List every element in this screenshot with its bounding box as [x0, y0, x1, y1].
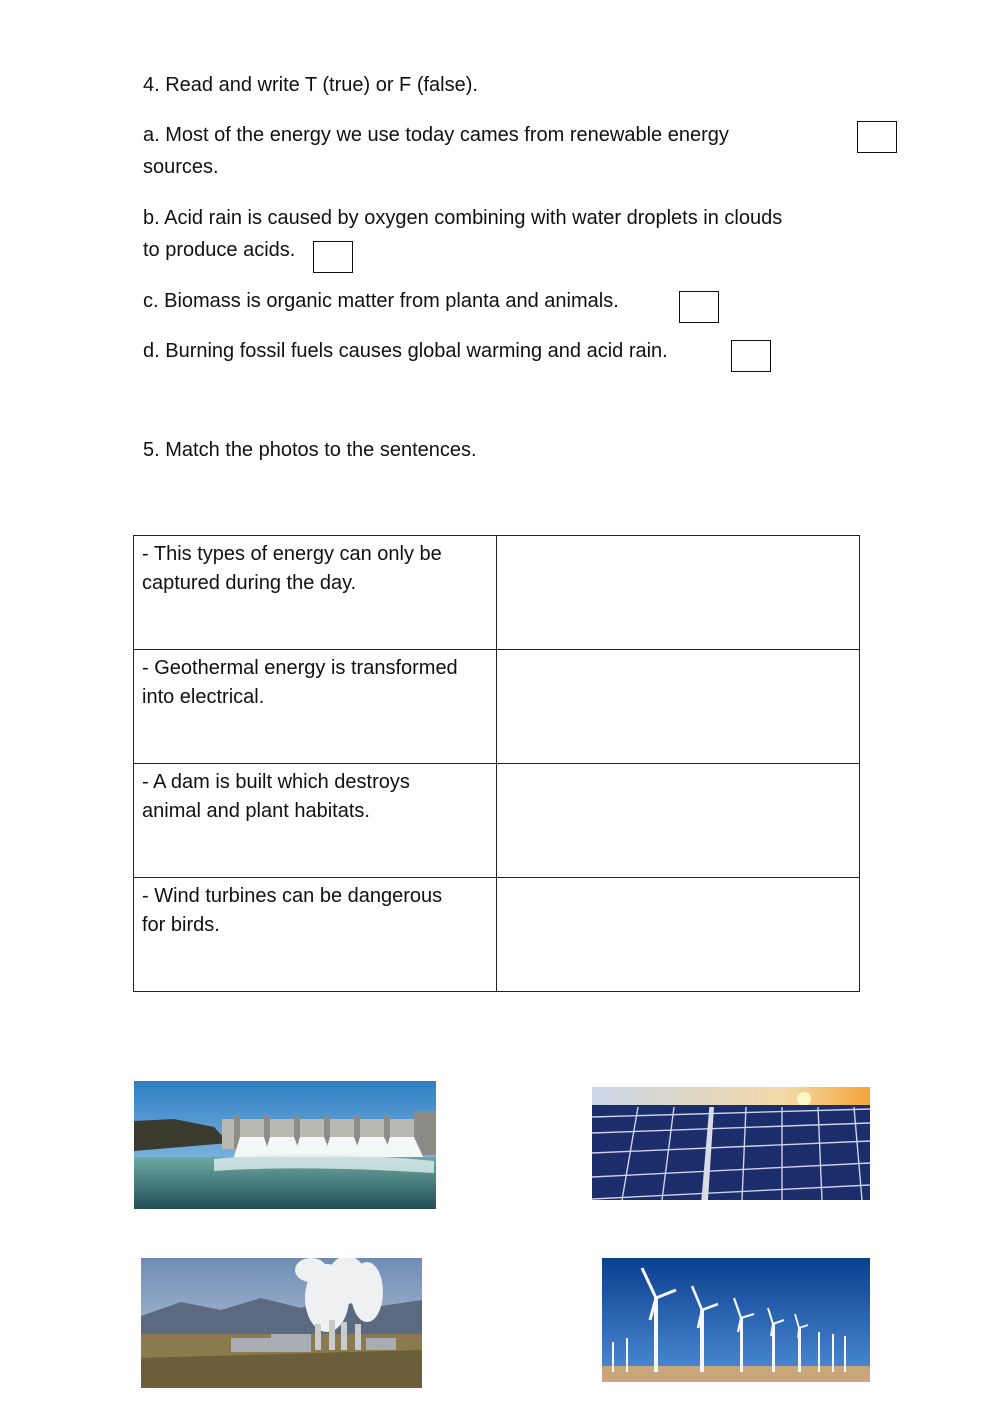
- sentence-cell: [134, 878, 497, 992]
- answer-box-d[interactable]: [731, 340, 771, 372]
- solar-panels-photo[interactable]: [592, 1087, 870, 1200]
- statement-c: c. Biomass is organic matter from planta and animals.: [143, 290, 619, 312]
- exercise-4-title: 4. Read and write T (true) or F (false).: [143, 74, 478, 96]
- sentence-cell: [134, 764, 497, 878]
- sentence-line: animal and plant habitats.: [142, 800, 370, 822]
- sentence-cell: [134, 536, 497, 650]
- sentence-line: - Wind turbines can be dangerous: [142, 885, 443, 907]
- statement-a-line2: sources.: [143, 156, 219, 178]
- sentence-line: for birds.: [142, 914, 220, 936]
- table-row: [134, 536, 860, 650]
- answer-box-a[interactable]: [857, 121, 897, 153]
- photo-answer-cell[interactable]: [497, 878, 860, 992]
- photo-answer-cell[interactable]: [497, 650, 860, 764]
- answer-box-b[interactable]: [313, 241, 353, 273]
- statement-b-line2: to produce acids.: [143, 239, 296, 261]
- sentence-line: captured during the day.: [142, 572, 357, 594]
- matching-table: [133, 535, 860, 992]
- table-row: [134, 764, 860, 878]
- statement-a-line1: a. Most of the energy we use today cames from renewable energy: [143, 124, 729, 146]
- sentence-line: - A dam is built which destroys: [142, 771, 410, 793]
- sentence-line: - Geothermal energy is transformed: [142, 657, 458, 679]
- wind-turbines-photo[interactable]: [602, 1258, 870, 1382]
- statement-d: d. Burning fossil fuels causes global warming and acid rain.: [143, 340, 668, 362]
- table-row: [134, 650, 860, 764]
- geothermal-plant-photo[interactable]: [141, 1258, 422, 1388]
- photo-answer-cell[interactable]: [497, 536, 860, 650]
- answer-box-c[interactable]: [679, 291, 719, 323]
- statement-b-line1: b. Acid rain is caused by oxygen combining with water droplets in clouds: [143, 207, 783, 229]
- sentence-cell: [134, 650, 497, 764]
- photo-answer-cell[interactable]: [497, 764, 860, 878]
- sentence-line: into electrical.: [142, 686, 265, 708]
- hydroelectric-dam-photo[interactable]: [134, 1081, 436, 1209]
- sentence-line: - This types of energy can only be: [142, 543, 442, 565]
- table-row: [134, 878, 860, 992]
- exercise-5-title: 5. Match the photos to the sentences.: [143, 439, 477, 461]
